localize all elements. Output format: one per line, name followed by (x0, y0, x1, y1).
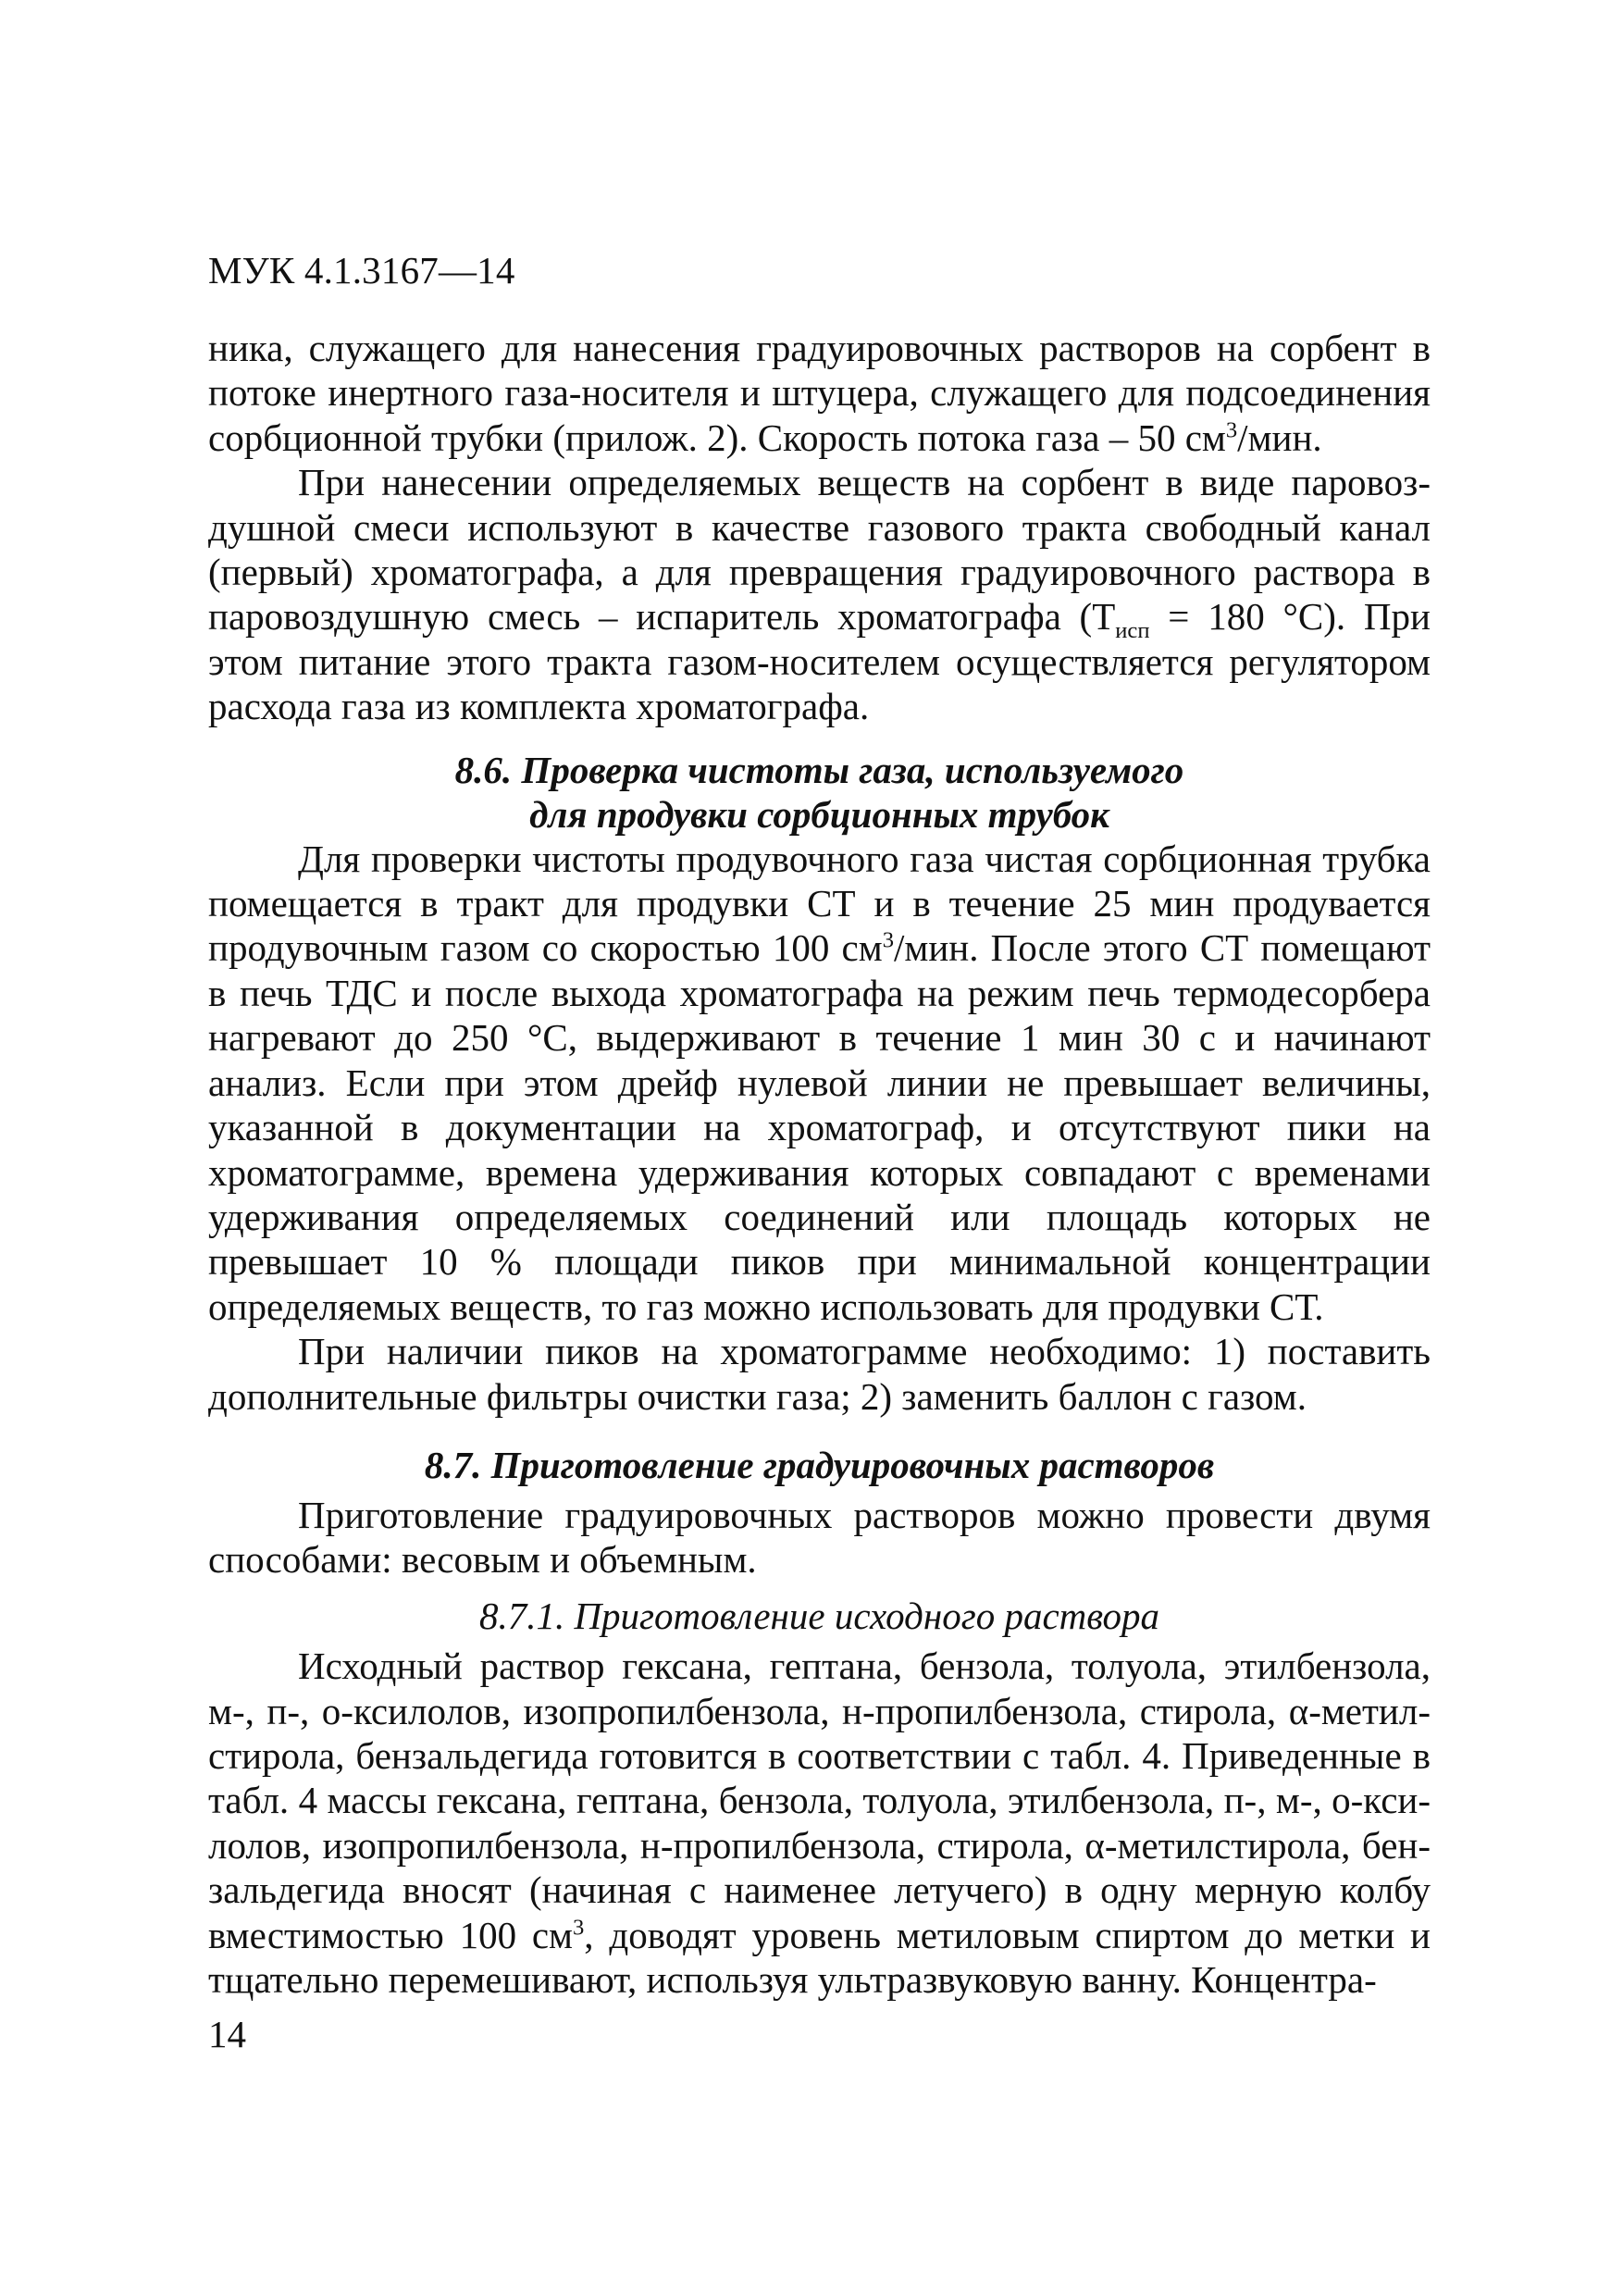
section-heading-8-7: 8.7. Приготовление градуировочных растворов (424, 1443, 1215, 1486)
subscript: исп (1115, 618, 1150, 644)
paragraph-gas-purity-check: Для проверки чистоты продувочного газа чистая сорбционная трубка помещается в тракт для продувки СТ и в течение 25 мин продувается продувочным газом со скоростью 100 $см^3$/мин. После этого СТ помещают в печь ТДС и после выхода хроматографа на режим печь термодесорбера нагревают до 250 °С, выдерживают в течение 1 мин 30 с и начинают анализ. Если при этом дрейф нулевой линии не превышает величины, указанной в документации на хроматограф, и отсутствуют пики на хроматограмме, времена удерживания которых совпадают с временами удерживания определяемых соединений или площадь которых не превышает 10 % площади пиков при минимальной концентрации определяемых веществ, то газ можно использовать для продувки СТ. (208, 837, 1431, 1328)
running-header: МУК 4.1.3167—14 (208, 249, 515, 292)
subsection-heading-8-7-1: 8.7.1. Приготовление исходного раствора (478, 1594, 1160, 1637)
paragraph-stock-solution: Исходный раствор гексана, гептана, бензола, толуола, этилбензола, м-, п-, о-ксилолов, изопропилбензола, н-пропилбензола, стирола, α-метилстирола, бензальдегида готовится в соответствии с табл. 4. Приведенные в табл. 4 массы гексана, гептана, бензола, толуола, этилбензола, п-, м-, о-ксилолов, изопропилбензола, н-пропилбензола, стирола, α-метилстирола, бензальдегида вносят (начиная с наименее летучего) в одну мерную колбу вместимостью 100 $см^3$, доводят уровень метиловым спиртом до метки и тщательно перемешивают, используя ультразвуковую ванну. Концентра- (208, 1644, 1431, 2001)
page-number: 14 (208, 2013, 246, 2055)
section-heading-8-6 (208, 748, 1431, 837)
superscript: 3 (573, 1914, 585, 1940)
section-heading-8-6-line2: для продувки сорбционных трубок (529, 792, 1109, 836)
paragraph-preparation-methods: Приготовление градуировочных растворов можно провести двумя способами: весовым и объемным. (208, 1493, 1431, 1582)
superscript: 3 (882, 927, 894, 953)
paragraph-vapor-air-mixture: При нанесении определяемых веществ на сорбент в виде паровоздушной смеси используют в качестве газового тракта свободный канал (первый) хроматографа, а для превращения градуировочного раствора в паровоздушную смесь – испаритель хроматографа ($Т_{исп} = 180$ °С). При этом питание этого тракта газом-носителем осуществляется регулятором расхода газа из комплекта хроматографа. (208, 461, 1431, 728)
superscript: 3 (1225, 417, 1238, 443)
paragraph-continuation: ника, служащего для нанесения градуировочных растворов на сорбент в потоке инертного газа-носителя и штуцера, служащего для подсоединения сорбционной трубки (прилож. 2). Скорость потока газа – 50 $см^3$/мин. (208, 327, 1431, 459)
page-body (208, 326, 1431, 2002)
section-heading-8-6-line1: 8.6. Проверка чистоты газа, используемого (454, 748, 1184, 791)
paragraph-peaks-action: При наличии пиков на хроматограмме необходимо: 1) поставить дополнительные фильтры очистки газа; 2) заменить баллон с газом. (208, 1330, 1431, 1418)
